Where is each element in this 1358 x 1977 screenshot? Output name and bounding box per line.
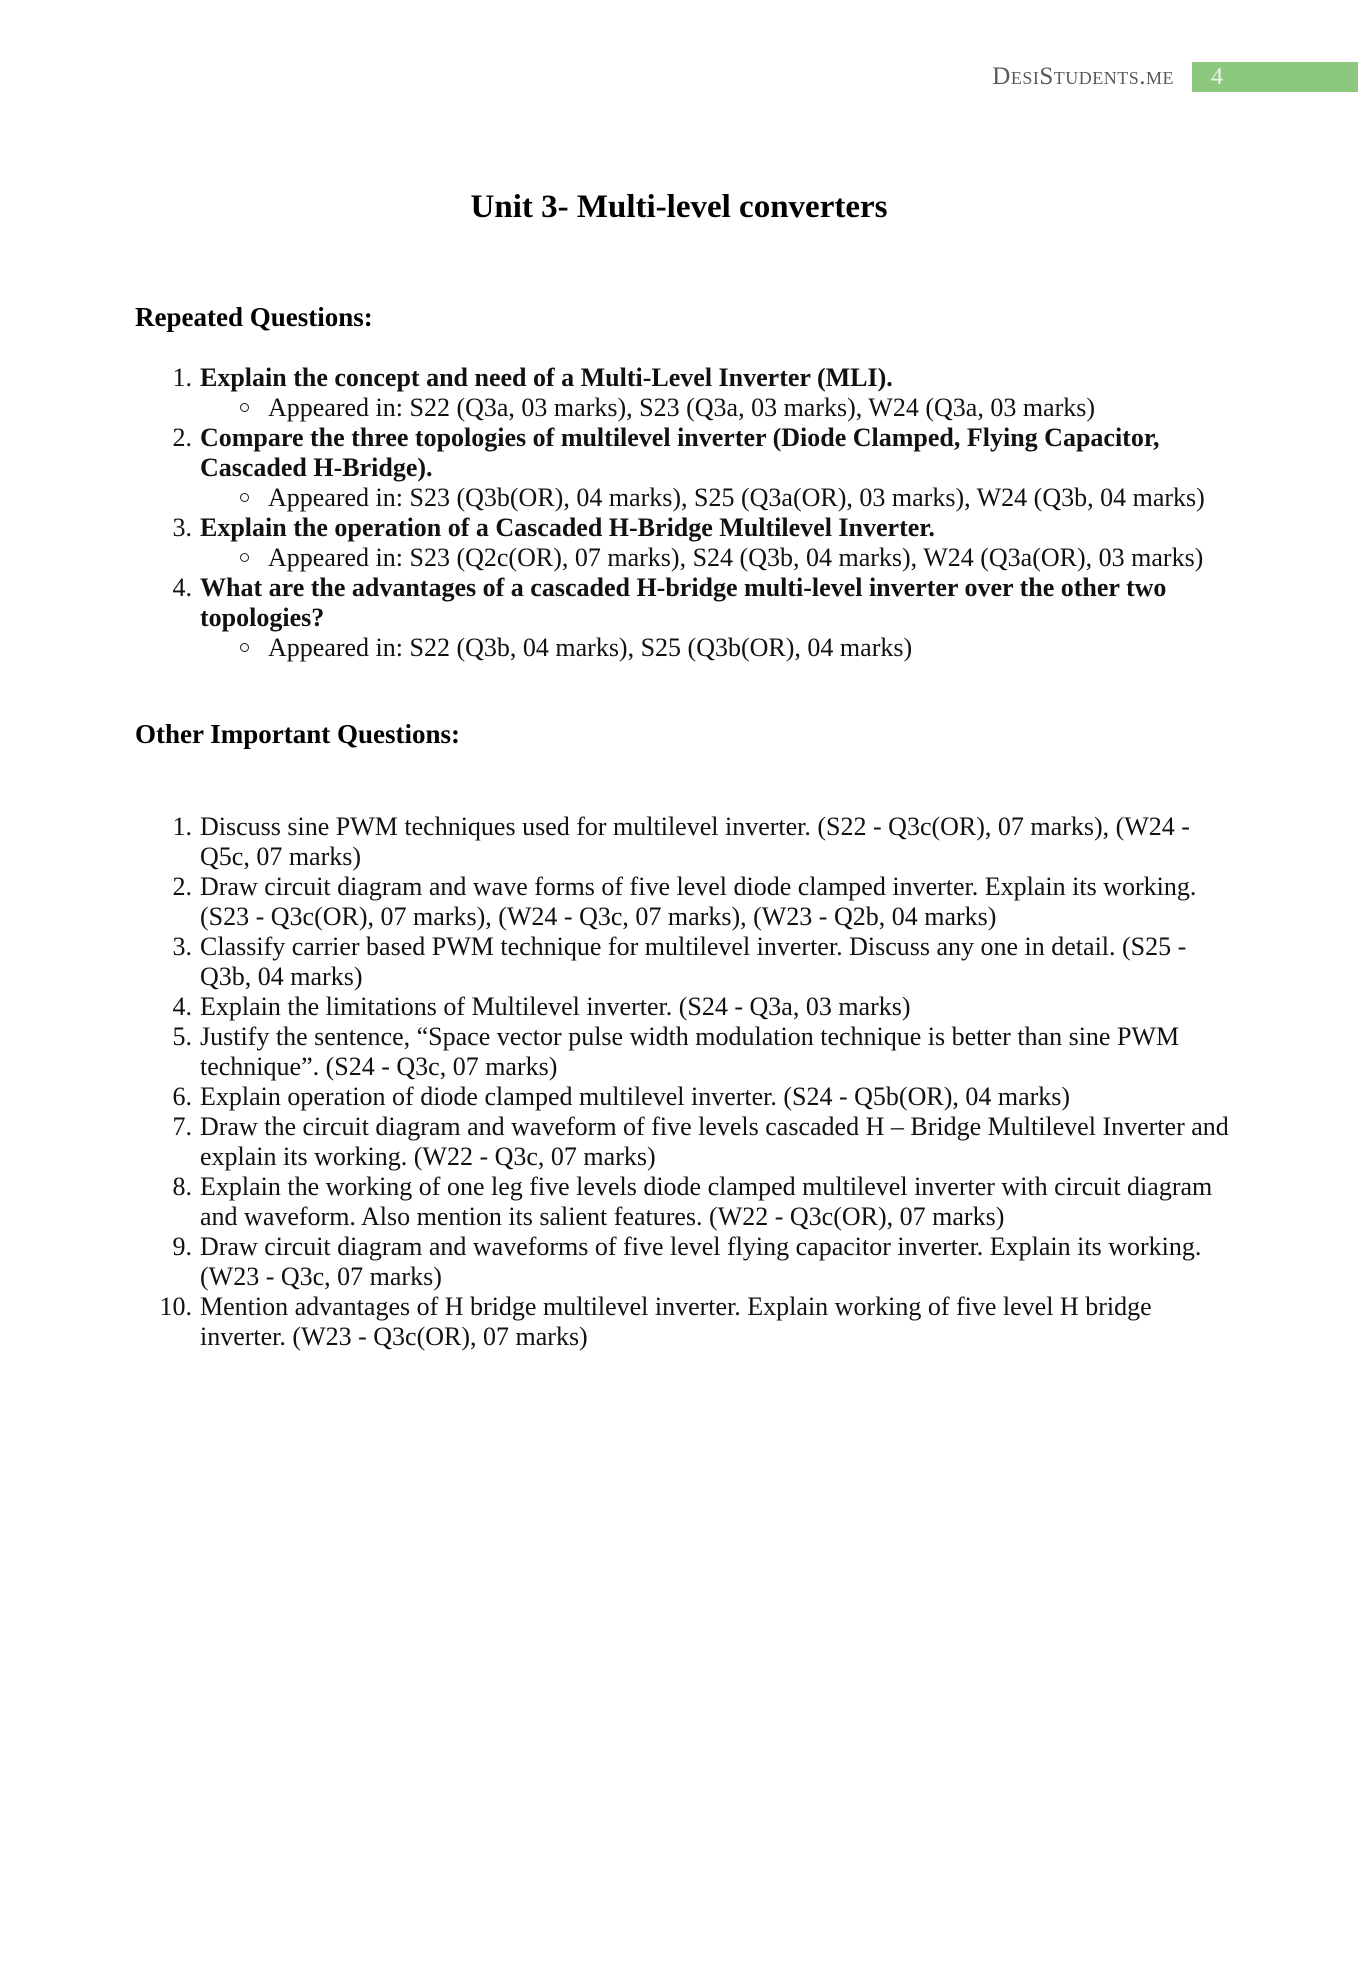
content-area — [135, 302, 1230, 1352]
item-number: 1. — [172, 812, 192, 841]
circle-bullet-icon — [240, 403, 249, 412]
item-number: 9. — [172, 1232, 192, 1261]
item-number: 7. — [172, 1112, 192, 1141]
document-title: Unit 3- Multi-level converters — [470, 189, 888, 225]
appeared-row — [240, 393, 1230, 423]
item-text: Discuss sine PWM techniques used for multilevel inverter. (S22 - Q3c(OR), 07 marks), (W24 - Q5c, 07 marks) — [200, 812, 1190, 871]
repeated-question-item — [135, 573, 1230, 663]
repeated-question-item — [135, 423, 1230, 513]
site-brand: DesiStudents.me — [992, 63, 1174, 90]
repeated-question-item — [135, 513, 1230, 573]
question-row — [135, 363, 1230, 393]
item-number: 2. — [172, 423, 192, 452]
item-text: Draw the circuit diagram and waveform of five levels cascaded H – Bridge Multilevel Inverter and explain its working. (W22 - Q3c, 07 marks) — [200, 1112, 1229, 1171]
appeared-in-text: Appeared in: S22 (Q3b, 04 marks), S25 (Q3b(OR), 04 marks) — [268, 633, 913, 662]
item-text: Draw circuit diagram and wave forms of five level diode clamped inverter. Explain its working. (S23 - Q3c(OR), 07 marks), (W24 - Q3c, 07 marks), (W23 - Q2b, 04 marks) — [200, 872, 1197, 931]
item-number: 4. — [172, 573, 192, 602]
appeared-row — [240, 483, 1230, 513]
question-text: What are the advantages of a cascaded H-bridge multi-level inverter over the other two topologies? — [200, 573, 1167, 632]
other-questions-list — [135, 812, 1230, 1352]
circle-bullet-icon — [240, 643, 249, 652]
item-number: 1. — [172, 363, 192, 392]
item-text: Explain operation of diode clamped multilevel inverter. (S24 - Q5b(OR), 04 marks) — [200, 1082, 1071, 1111]
other-question-item — [135, 872, 1230, 932]
question-text: Compare the three topologies of multilevel inverter (Diode Clamped, Flying Capacitor, Cascaded H-Bridge). — [200, 423, 1160, 482]
appeared-in-text: Appeared in: S23 (Q3b(OR), 04 marks), S25 (Q3a(OR), 03 marks), W24 (Q3b, 04 marks) — [268, 483, 1205, 512]
question-text: Explain the concept and need of a Multi-Level Inverter (MLI). — [200, 363, 893, 392]
item-number: 2. — [172, 872, 192, 901]
item-number: 3. — [172, 932, 192, 961]
repeated-questions-heading: Repeated Questions: — [135, 302, 373, 332]
other-question-item — [135, 1112, 1230, 1172]
item-number: 5. — [172, 1022, 192, 1051]
appeared-in-text: Appeared in: S22 (Q3a, 03 marks), S23 (Q3a, 03 marks), W24 (Q3a, 03 marks) — [268, 393, 1096, 422]
other-question-item — [135, 932, 1230, 992]
other-question-item — [135, 1292, 1230, 1352]
other-question-item — [135, 812, 1230, 872]
repeated-questions-list — [135, 363, 1230, 663]
question-row — [135, 513, 1230, 543]
other-question-item — [135, 1082, 1230, 1112]
appeared-in-text: Appeared in: S23 (Q2c(OR), 07 marks), S24 (Q3b, 04 marks), W24 (Q3a(OR), 03 marks) — [268, 543, 1204, 572]
item-text: Mention advantages of H bridge multilevel inverter. Explain working of five level H bridge inverter. (W23 - Q3c(OR), 07 marks) — [200, 1292, 1152, 1351]
item-text: Justify the sentence, “Space vector pulse width modulation technique is better than sine PWM technique”. (S24 - Q3c, 07 marks) — [200, 1022, 1180, 1081]
circle-bullet-icon — [240, 493, 249, 502]
item-number: 3. — [172, 513, 192, 542]
item-text: Explain the limitations of Multilevel inverter. (S24 - Q3a, 03 marks) — [200, 992, 911, 1021]
question-text: Explain the operation of a Cascaded H-Bridge Multilevel Inverter. — [200, 513, 935, 542]
other-question-item — [135, 1022, 1230, 1082]
appeared-row — [240, 633, 1230, 663]
item-text: Draw circuit diagram and waveforms of five level flying capacitor inverter. Explain its working. (W23 - Q3c, 07 marks) — [200, 1232, 1202, 1291]
document-page — [0, 57, 1358, 1977]
item-number: 8. — [172, 1172, 192, 1201]
question-row — [135, 573, 1230, 633]
item-number: 10. — [159, 1292, 192, 1321]
page-header — [0, 57, 1358, 97]
item-number: 6. — [172, 1082, 192, 1111]
other-question-item — [135, 992, 1230, 1022]
page-number-badge — [1192, 62, 1358, 92]
repeated-question-item — [135, 363, 1230, 423]
other-question-item — [135, 1172, 1230, 1232]
item-number: 4. — [172, 992, 192, 1021]
other-question-item — [135, 1232, 1230, 1292]
page-number: 4 — [1211, 63, 1223, 90]
item-text: Explain the working of one leg five levels diode clamped multilevel inverter with circuit diagram and waveform. Also mention its salient features. (W22 - Q3c(OR), 07 marks) — [200, 1172, 1213, 1231]
item-text: Classify carrier based PWM technique for multilevel inverter. Discuss any one in detail. (S25 - Q3b, 04 marks) — [200, 932, 1187, 991]
other-questions-heading: Other Important Questions: — [135, 719, 461, 749]
question-row — [135, 423, 1230, 483]
appeared-row — [240, 543, 1230, 573]
circle-bullet-icon — [240, 553, 249, 562]
